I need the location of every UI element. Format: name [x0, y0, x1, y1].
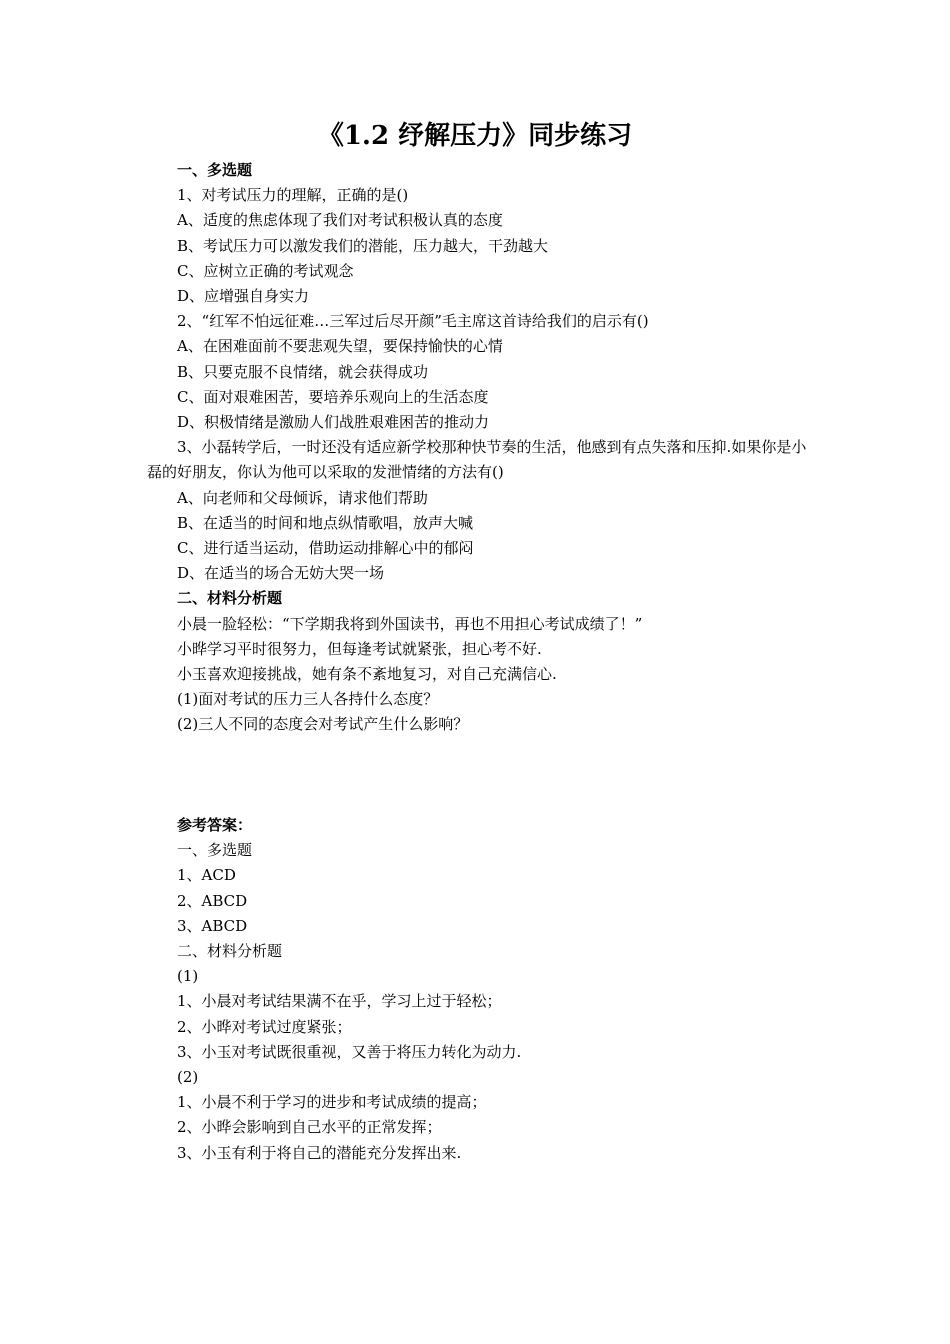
- material-question: (2)三人不同的态度会对考试产生什么影响？: [177, 715, 469, 734]
- question-1: [147, 183, 817, 309]
- answer-line: 3、ABCD: [177, 916, 248, 935]
- material-line: 小晨一脸轻松：“下学期我将到外国读书，再也不用担心考试成绩了！”: [177, 614, 643, 633]
- material-question: (1)面对考试的压力三人各持什么态度？: [177, 690, 439, 709]
- answer-line: (1): [177, 967, 199, 986]
- question-option: C、面对艰难困苦，要培养乐观向上的生活态度: [177, 387, 489, 406]
- answers-heading: 参考答案：: [177, 816, 253, 834]
- material-line: 小晔学习平时很努力，但每逢考试就紧张，担心考不好.: [177, 639, 542, 658]
- answer-line: (2): [177, 1068, 199, 1087]
- question-stem: 3、小磊转学后，一时还没有适应新学校那种快节奏的生活，他感到有点失落和压抑.如果你是小磊的好朋友，你认为他可以采取的发泄情绪的方法有(): [147, 438, 807, 482]
- question-option: C、应树立正确的考试观念: [177, 261, 354, 280]
- question-option: D、在适当的场合无妨大哭一场: [177, 564, 385, 583]
- answer-line: 1、小晨对考试结果满不在乎，学习上过于轻松；: [177, 992, 502, 1011]
- answers-section: [147, 813, 817, 1166]
- answer-line: 3、小玉对考试既很重视，又善于将压力转化为动力.: [177, 1042, 522, 1061]
- answer-line: 1、ACD: [177, 866, 236, 885]
- answer-line: 2、小晔对考试过度紧张；: [177, 1017, 352, 1036]
- section-heading-multi-choice: 一、多选题: [177, 161, 253, 179]
- question-2: [147, 309, 817, 435]
- page-title: 《1.2 纾解压力》同步练习: [317, 121, 633, 151]
- question-option: D、积极情绪是激励人们战胜艰难困苦的推动力: [177, 413, 490, 432]
- section-heading-material: 二、材料分析题: [177, 589, 283, 608]
- answer-line: 2、小晔会影响到自己水平的正常发挥；: [177, 1118, 442, 1137]
- questions-section: [147, 158, 817, 738]
- question-option: B、考试压力可以激发我们的潜能，压力越大，干劲越大: [177, 236, 549, 255]
- answer-line: 二、材料分析题: [177, 942, 283, 961]
- question-3: [147, 435, 817, 586]
- question-option: A、适度的焦虑体现了我们对考试积极认真的态度: [177, 211, 503, 230]
- question-option: C、进行适当运动，借助运动排解心中的郁闷: [177, 539, 474, 558]
- answer-line: 1、小晨不利于学习的进步和考试成绩的提高；: [177, 1093, 487, 1112]
- answer-line: 2、ABCD: [177, 891, 248, 910]
- question-option: A、向老师和父母倾诉，请求他们帮助: [177, 488, 428, 507]
- material-line: 小玉喜欢迎接挑战，她有条不紊地复习，对自己充满信心.: [177, 665, 557, 684]
- question-option: B、只要克服不良情绪，就会获得成功: [177, 362, 429, 381]
- question-option: B、在适当的时间和地点纵情歌唱，放声大喊: [177, 513, 474, 532]
- question-option: A、在困难面前不要悲观失望，要保持愉快的心情: [177, 337, 503, 356]
- question-option: D、应增强自身实力: [177, 287, 310, 306]
- answer-line: 3、小玉有利于将自己的潜能充分发挥出来.: [177, 1143, 462, 1162]
- question-stem: 1、对考试压力的理解，正确的是(): [177, 186, 409, 205]
- question-stem: 2、“红军不怕远征难…三军过后尽开颜”毛主席这首诗给我们的启示有(): [177, 312, 649, 331]
- answer-line: 一、多选题: [177, 841, 253, 860]
